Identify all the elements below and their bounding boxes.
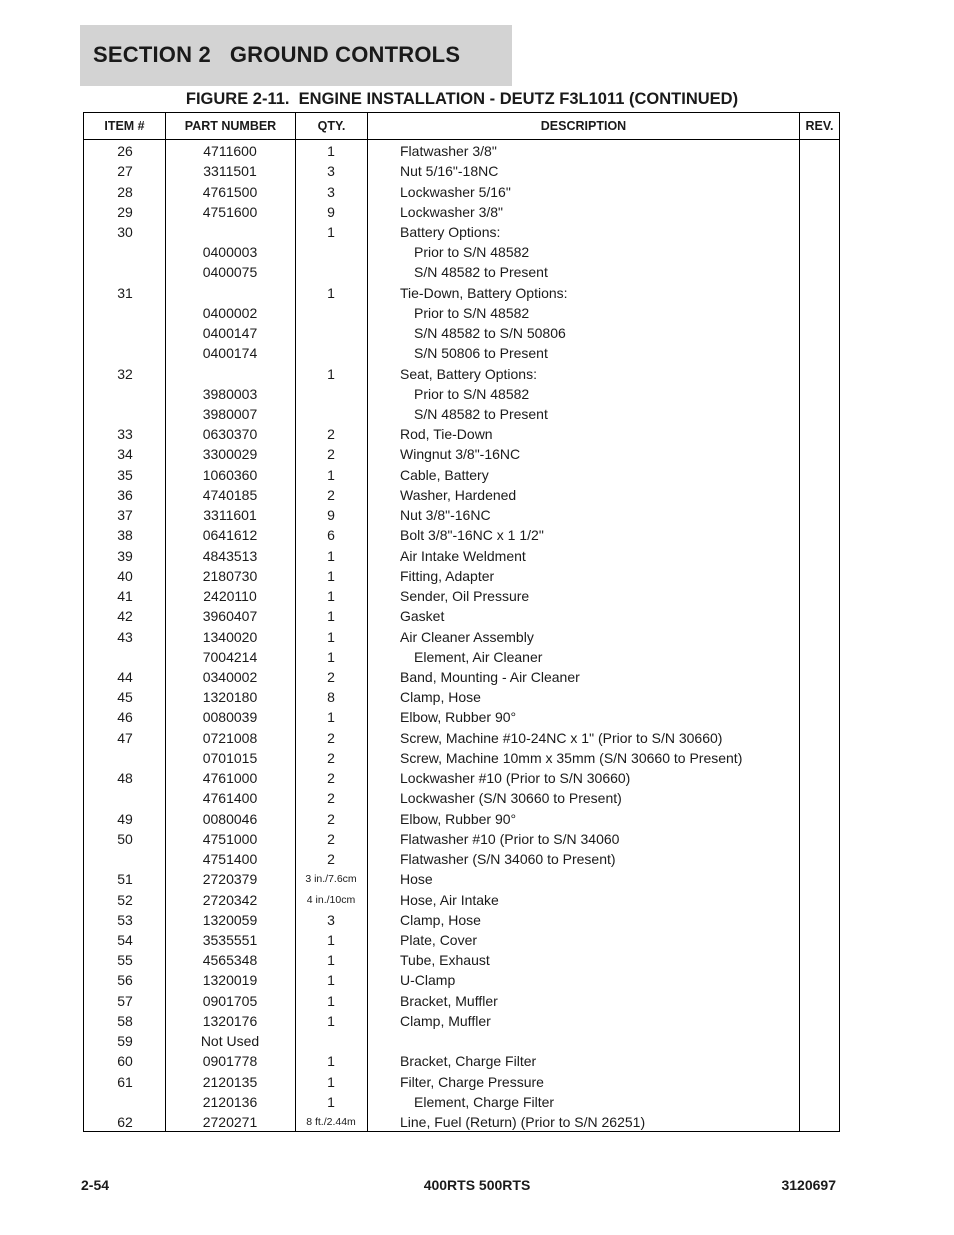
part-number: 4565348 [202, 952, 258, 969]
item-number: 58 [117, 1012, 133, 1029]
header-item: ITEM # [104, 119, 145, 133]
description: Line, Fuel (Return) (Prior to S/N 26251) [400, 1114, 646, 1130]
quantity: 8 ft./2.44m [306, 1116, 356, 1128]
quantity: 9 [327, 203, 335, 220]
table-row [84, 809, 839, 829]
table-row [84, 242, 839, 262]
table-row [84, 444, 839, 464]
quantity: 2 [327, 851, 335, 868]
quantity: 3 [327, 163, 335, 180]
part-number: Not Used [200, 1033, 260, 1050]
table-row [84, 283, 839, 303]
table-row [84, 829, 839, 849]
item-number: 49 [117, 810, 133, 827]
figure-title: FIGURE 2-11. ENGINE INSTALLATION - DEUTZ F3L1011 (CONTINUED) [185, 90, 739, 108]
part-number: 0400174 [202, 345, 258, 362]
part-number: 1340020 [202, 628, 258, 645]
quantity: 1 [327, 608, 335, 625]
item-number: 32 [117, 365, 133, 382]
table-row [84, 1051, 839, 1071]
item-number: 55 [117, 952, 133, 969]
part-number [170, 364, 290, 384]
item-number: 47 [117, 729, 133, 746]
table-row [84, 687, 839, 707]
table-row [84, 505, 839, 525]
table-row [84, 647, 839, 667]
quantity: 2 [327, 446, 335, 463]
quantity: 9 [327, 507, 335, 524]
table-row [84, 262, 839, 282]
item-number [84, 647, 166, 667]
quantity [296, 384, 366, 404]
description: Lockwasher 3/8" [400, 203, 504, 220]
quantity: 1 [327, 1012, 335, 1029]
table-row [84, 1072, 839, 1092]
part-number: 0080039 [202, 709, 258, 726]
item-number: 36 [117, 486, 133, 503]
quantity: 2 [327, 729, 335, 746]
table-row [84, 222, 839, 242]
part-number: 2720342 [202, 891, 258, 908]
table-row [84, 424, 839, 444]
item-number: 48 [117, 770, 133, 787]
item-number [84, 323, 166, 343]
item-number: 34 [117, 446, 133, 463]
section-title: SECTION 2 GROUND CONTROLS [93, 42, 461, 67]
part-number [170, 222, 290, 242]
quantity: 1 [327, 932, 335, 948]
description: Bolt 3/8"-16NC x 1 1/2" [400, 527, 544, 544]
table-row [84, 1092, 839, 1112]
quantity [296, 343, 366, 363]
table-row [84, 141, 839, 161]
part-number: 3311601 [203, 507, 257, 524]
part-number [170, 283, 290, 303]
quantity: 6 [327, 527, 335, 544]
quantity [296, 323, 366, 343]
item-number: 52 [117, 891, 133, 908]
description: Fitting, Adapter [400, 567, 495, 584]
table-row [84, 1031, 839, 1051]
part-number: 2120135 [202, 1073, 258, 1090]
description: Battery Options: [400, 223, 501, 240]
part-number: 2720271 [202, 1114, 258, 1130]
description: Lockwasher (S/N 30660 to Present) [400, 790, 622, 807]
parts-table [83, 112, 840, 1132]
part-number: 2180730 [202, 567, 258, 584]
description: Bracket, Muffler [400, 992, 498, 1009]
part-number: 1320019 [202, 972, 258, 989]
item-number: 28 [117, 183, 133, 200]
quantity: 4 in./10cm [306, 893, 356, 906]
item-number: 61 [117, 1073, 133, 1090]
quantity: 1 [327, 952, 335, 969]
table-row [84, 404, 839, 424]
description: Prior to S/N 48582 [414, 304, 530, 321]
part-number: 2720379 [202, 871, 258, 888]
quantity: 2 [327, 426, 335, 443]
item-number: 27 [117, 163, 133, 180]
description: S/N 48582 to Present [414, 264, 548, 281]
item-number: 39 [117, 547, 133, 564]
description: Clamp, Muffler [400, 1012, 491, 1029]
part-number: 0080046 [202, 810, 258, 827]
item-number [84, 384, 166, 404]
part-number: 1320176 [202, 1012, 258, 1029]
description: Tie-Down, Battery Options: [400, 284, 568, 301]
description: Cable, Battery [400, 466, 489, 483]
item-number: 40 [117, 567, 133, 584]
description: Flatwasher #10 (Prior to S/N 34060 [400, 830, 620, 847]
quantity: 3 [327, 911, 335, 928]
part-number: 4711600 [203, 143, 257, 159]
table-row [84, 707, 839, 727]
item-number [84, 404, 166, 424]
quantity: 1 [327, 1053, 335, 1070]
description: Air Intake Weldment [400, 547, 526, 564]
description: Gasket [400, 608, 445, 625]
description: Screw, Machine 10mm x 35mm (S/N 30660 to Present) [400, 749, 743, 766]
table-row [84, 384, 839, 404]
item-number [84, 343, 166, 363]
model-name: 400RTS 500RTS [423, 1177, 531, 1193]
description: Element, Charge Filter [414, 1093, 555, 1110]
item-number [84, 1092, 166, 1112]
description: Washer, Hardened [400, 486, 517, 503]
quantity: 2 [327, 486, 335, 503]
description: Nut 3/8"-16NC [400, 507, 491, 524]
item-number: 54 [117, 932, 133, 948]
quantity: 2 [327, 830, 335, 847]
part-number: 7004214 [202, 648, 258, 665]
header-description: DESCRIPTION [540, 119, 627, 133]
part-number: 0641612 [202, 527, 258, 544]
quantity: 3 in./7.6cm [305, 873, 357, 886]
item-number: 37 [117, 507, 133, 524]
description: Lockwasher 5/16" [400, 183, 511, 200]
item-number: 30 [117, 223, 133, 240]
table-row [84, 910, 839, 930]
part-number: 3980007 [202, 406, 258, 422]
description [400, 1031, 800, 1051]
quantity: 1 [327, 547, 335, 564]
description: Air Cleaner Assembly [400, 628, 534, 645]
quantity: 1 [327, 628, 335, 645]
table-row [84, 768, 839, 788]
item-number: 43 [117, 628, 133, 645]
table-row [84, 525, 839, 545]
part-number: 0701015 [202, 749, 258, 766]
table-row [84, 606, 839, 626]
description: Plate, Cover [400, 932, 478, 948]
description: Screw, Machine #10-24NC x 1" (Prior to S/N 30660) [400, 729, 723, 746]
table-row [84, 546, 839, 566]
page-number: 2-54 [81, 1177, 110, 1193]
item-number: 62 [117, 1114, 133, 1130]
description: Element, Air Cleaner [414, 648, 543, 665]
item-number: 57 [117, 992, 133, 1009]
document-number: 3120697 [781, 1177, 836, 1193]
description: Flatwasher 3/8" [400, 143, 497, 159]
part-number: 4751000 [202, 830, 258, 847]
table-row [84, 627, 839, 647]
part-number: 0901705 [202, 992, 258, 1009]
description: S/N 48582 to Present [414, 406, 548, 422]
item-number [84, 849, 166, 869]
table-row [84, 161, 839, 181]
quantity: 2 [327, 770, 335, 787]
quantity: 2 [327, 669, 335, 685]
item-number: 38 [117, 527, 133, 544]
table-row [84, 667, 839, 687]
part-number: 0400147 [202, 325, 258, 342]
part-number: 3311501 [203, 163, 257, 180]
quantity: 1 [327, 992, 335, 1009]
table-row [84, 343, 839, 363]
description: Elbow, Rubber 90° [400, 810, 517, 827]
item-number [84, 242, 166, 262]
part-number: 4751600 [202, 203, 258, 220]
quantity: 1 [327, 567, 335, 584]
description: Tube, Exhaust [400, 952, 490, 969]
part-number: 0400002 [202, 304, 258, 321]
description: Hose, Air Intake [400, 891, 499, 908]
description: Filter, Charge Pressure [400, 1073, 544, 1090]
table-row [84, 323, 839, 343]
part-number: 4761000 [202, 770, 258, 787]
description: Hose [400, 871, 433, 888]
quantity: 1 [327, 284, 335, 301]
item-number: 31 [117, 284, 133, 301]
part-number: 4740185 [202, 486, 258, 503]
part-number: 0400003 [202, 244, 258, 261]
part-number: 3980003 [202, 385, 258, 402]
quantity: 2 [327, 810, 335, 827]
item-number: 50 [117, 830, 133, 847]
quantity: 3 [327, 183, 335, 200]
table-row [84, 182, 839, 202]
quantity: 1 [327, 466, 335, 483]
table-row [84, 1112, 839, 1132]
table-row [84, 788, 839, 808]
quantity [296, 404, 366, 424]
part-number: 4761500 [202, 183, 258, 200]
item-number: 26 [117, 143, 133, 159]
part-number: 4843513 [202, 547, 258, 564]
part-number: 1060360 [202, 466, 258, 483]
part-number: 1320059 [202, 911, 258, 928]
quantity [296, 1031, 366, 1051]
part-number: 0400075 [202, 264, 258, 281]
part-number: 2420110 [203, 588, 257, 605]
description: Prior to S/N 48582 [414, 385, 530, 402]
description: Sender, Oil Pressure [400, 588, 530, 605]
description: Elbow, Rubber 90° [400, 709, 517, 726]
description: Clamp, Hose [400, 911, 481, 928]
description: Nut 5/16"-18NC [400, 163, 499, 180]
item-number: 29 [117, 203, 133, 220]
table-row [84, 566, 839, 586]
description: Seat, Battery Options: [400, 365, 537, 382]
table-row [84, 465, 839, 485]
item-number: 41 [117, 588, 133, 605]
item-number: 56 [117, 972, 133, 989]
quantity: 2 [327, 749, 335, 766]
header-qty: QTY. [317, 119, 346, 133]
quantity: 8 [327, 689, 335, 706]
part-number: 2120136 [202, 1093, 258, 1110]
header-rev: REV. [805, 119, 834, 133]
description: Prior to S/N 48582 [414, 244, 530, 261]
table-row [84, 1011, 839, 1031]
table-row [84, 849, 839, 869]
item-number: 33 [117, 426, 133, 443]
description: Flatwasher (S/N 34060 to Present) [400, 851, 616, 868]
part-number: 3300029 [202, 446, 258, 463]
item-number [84, 262, 166, 282]
table-row [84, 303, 839, 323]
item-number: 46 [117, 709, 133, 726]
item-number: 51 [117, 871, 133, 888]
item-number [84, 788, 166, 808]
description: Bracket, Charge Filter [400, 1053, 537, 1070]
table-row [84, 950, 839, 970]
quantity: 1 [327, 588, 335, 605]
part-number: 0901778 [202, 1053, 258, 1070]
part-number: 1320180 [202, 689, 258, 706]
description: Band, Mounting - Air Cleaner [400, 669, 580, 685]
quantity: 1 [327, 1093, 335, 1110]
description: S/N 50806 to Present [414, 345, 548, 362]
table-row [84, 364, 839, 384]
table-row [84, 970, 839, 990]
table-row [84, 869, 839, 889]
description: Rod, Tie-Down [400, 426, 493, 443]
item-number: 53 [117, 911, 133, 928]
quantity: 1 [327, 365, 335, 382]
table-row [84, 728, 839, 748]
item-number: 42 [117, 608, 133, 625]
quantity: 2 [327, 790, 335, 807]
table-row [84, 586, 839, 606]
item-number [84, 748, 166, 768]
table-row [84, 748, 839, 768]
part-number: 0340002 [202, 669, 258, 685]
description: Wingnut 3/8"-16NC [400, 446, 521, 463]
quantity: 1 [327, 1073, 335, 1090]
header-divider [84, 139, 839, 140]
quantity: 1 [327, 709, 335, 726]
part-number: 4761400 [202, 790, 258, 807]
quantity: 1 [327, 972, 335, 989]
description: S/N 48582 to S/N 50806 [414, 325, 566, 342]
quantity: 1 [327, 143, 335, 159]
description: Lockwasher #10 (Prior to S/N 30660) [400, 770, 631, 787]
item-number: 59 [117, 1033, 133, 1050]
part-number: 0630370 [202, 426, 258, 443]
quantity [296, 262, 366, 282]
quantity [296, 303, 366, 323]
part-number: 3960407 [202, 608, 258, 625]
table-row [84, 485, 839, 505]
quantity [296, 242, 366, 262]
description: Clamp, Hose [400, 689, 481, 706]
item-number: 45 [117, 689, 133, 706]
table-row [84, 202, 839, 222]
item-number: 35 [117, 466, 133, 483]
item-number: 60 [117, 1053, 133, 1070]
header-part-number: PART NUMBER [184, 119, 277, 133]
table-row [84, 890, 839, 910]
section-header [80, 25, 512, 86]
table-row [84, 930, 839, 950]
item-number [84, 303, 166, 323]
item-number: 44 [117, 669, 133, 685]
quantity: 1 [327, 223, 335, 240]
part-number: 0721008 [202, 729, 258, 746]
part-number: 4751400 [202, 851, 258, 868]
description: U-Clamp [400, 972, 456, 989]
quantity: 1 [327, 648, 335, 665]
part-number: 3535551 [202, 932, 258, 948]
table-row [84, 991, 839, 1011]
